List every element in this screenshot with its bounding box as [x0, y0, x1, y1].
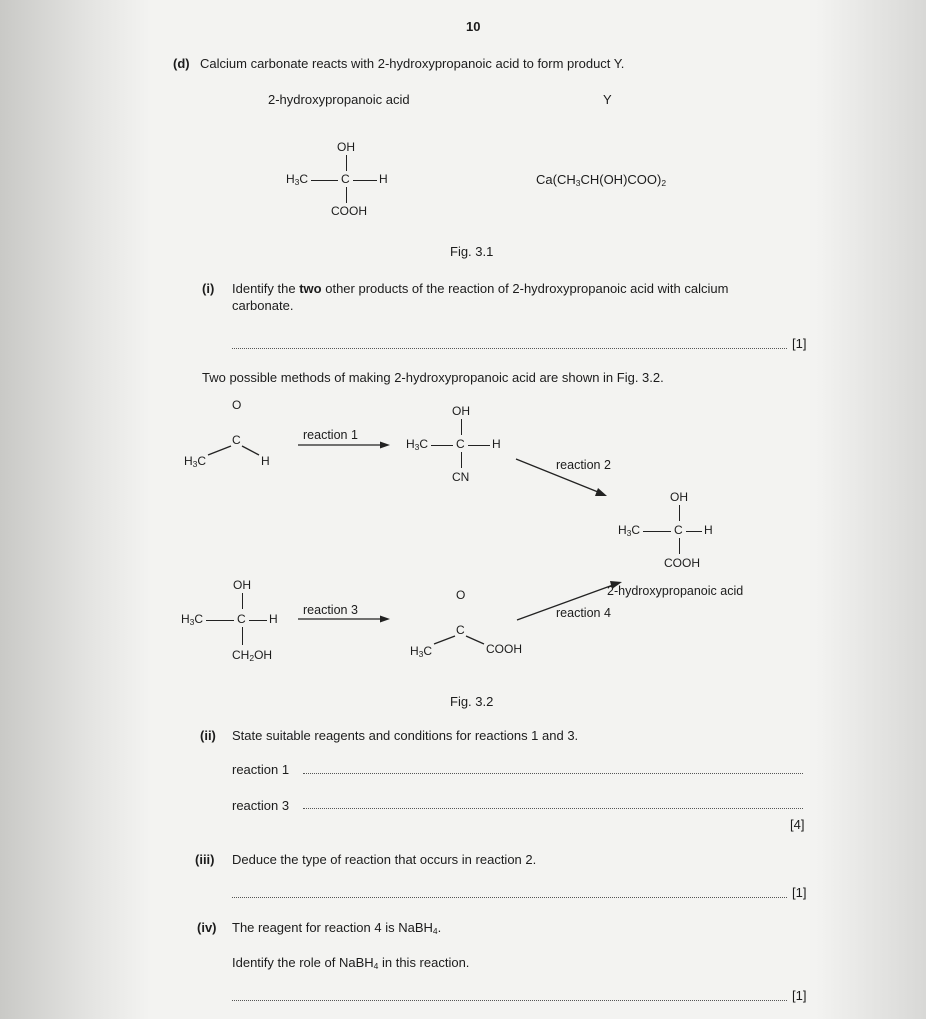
atom-c: C — [232, 433, 241, 447]
y-formula: $Ca(CH_3CH(OH)COO)_2$ — [536, 172, 667, 188]
bond — [249, 620, 267, 621]
bond — [679, 505, 680, 521]
reaction-3-arrow — [298, 614, 390, 624]
bond — [679, 538, 680, 554]
q-ii-marks: [4] — [790, 817, 805, 832]
page-number: 10 — [466, 19, 481, 34]
atom-c: C — [341, 172, 350, 186]
reaction-4-label: reaction 4 — [556, 606, 611, 620]
atom-c: C — [237, 612, 246, 626]
methods-text: Two possible methods of making 2-hydroxypropanoic acid are shown in Fig. 3.2. — [202, 370, 664, 385]
bond — [242, 627, 243, 645]
fig31-lactic-acid-structure — [286, 140, 426, 225]
q-ii-reaction1-label: reaction 1 — [232, 762, 290, 777]
bond — [353, 180, 377, 181]
part-intro: Calcium carbonate reacts with 2-hydroxypropanoic acid to form product Y. — [200, 56, 625, 71]
q-i-label: (i) — [202, 281, 215, 296]
atom-h: H — [269, 612, 278, 626]
atom-oh: OH — [452, 404, 470, 418]
q-ii-label: (ii) — [200, 728, 216, 743]
ethanal-structure — [184, 398, 284, 473]
bond — [461, 419, 462, 435]
fig31-right-heading: Y — [603, 92, 612, 107]
reaction-2-label: reaction 2 — [556, 458, 611, 472]
bond — [468, 445, 490, 446]
atom-cooh: COOH — [664, 556, 700, 570]
atom-cooh: COOH — [486, 642, 522, 656]
q-iii-answer-line[interactable] — [232, 897, 787, 898]
q-i-text: Identify the two other products of the reaction of 2-hydroxypropanoic acid with calcium — [232, 281, 729, 296]
q-iv-text1: The reagent for reaction 4 is NaBH$_4$. — [232, 920, 442, 936]
bond — [346, 155, 347, 171]
bond — [643, 531, 671, 532]
bond — [311, 180, 338, 181]
q-ii-reaction1-answer-line[interactable] — [303, 773, 803, 774]
atom-ch2oh: $CH_2OH$ — [232, 648, 273, 663]
q-iii-text: Deduce the type of reaction that occurs in reaction 2. — [232, 852, 537, 867]
bond — [242, 593, 243, 609]
q-ii-reaction3-label: reaction 3 — [232, 798, 290, 813]
atom-h: H — [704, 523, 713, 537]
reaction-3-label: reaction 3 — [303, 603, 358, 617]
bond — [206, 620, 234, 621]
atom-h3c: $H_3C$ — [618, 523, 641, 538]
atom-cooh: COOH — [331, 204, 367, 218]
q-iii-label: (iii) — [195, 852, 215, 867]
fig31-caption: Fig. 3.1 — [450, 244, 494, 259]
atom-oh: OH — [670, 490, 688, 504]
atom-o: O — [232, 398, 242, 412]
q-iv-answer-line[interactable] — [232, 1000, 787, 1001]
bond — [431, 445, 453, 446]
q-i-answer-line[interactable] — [232, 348, 787, 349]
atom-h3c: $H_3C$ — [406, 437, 429, 452]
atom-oh: OH — [233, 578, 251, 592]
part-label: (d) — [173, 56, 190, 71]
q-iv-text2: Identify the role of NaBH$_4$ in this reaction. — [232, 955, 470, 971]
atom-h3c: $H_3C$ — [286, 172, 309, 187]
atom-c: C — [456, 623, 465, 637]
atom-h3c: $H_3C$ — [410, 644, 433, 659]
reaction-1-label: reaction 1 — [303, 428, 358, 442]
q-ii-reaction3-answer-line[interactable] — [303, 808, 803, 809]
atom-h: H — [492, 437, 501, 451]
atom-h: H — [261, 454, 270, 468]
reaction-1-arrow — [298, 440, 390, 450]
q-iii-marks: [1] — [792, 885, 807, 900]
fig32-lactic-acid-structure — [618, 490, 758, 575]
atom-c: C — [456, 437, 465, 451]
page-shadow-left — [0, 0, 150, 1019]
atom-o: O — [456, 588, 466, 602]
atom-cn: CN — [452, 470, 470, 484]
page-shadow-right — [816, 0, 926, 1019]
q-ii-text: State suitable reagents and conditions for reactions 1 and 3. — [232, 728, 579, 743]
pyruvic-acid-structure — [410, 588, 540, 663]
bond — [461, 452, 462, 468]
q-i-marks: [1] — [792, 336, 807, 351]
fig31-left-heading: 2-hydroxypropanoic acid — [268, 92, 410, 107]
atom-h3c: $H_3C$ — [184, 454, 207, 469]
bond — [686, 531, 702, 532]
fig32-caption: Fig. 3.2 — [450, 694, 494, 709]
atom-c: C — [674, 523, 683, 537]
q-iv-marks: [1] — [792, 988, 807, 1003]
product-name-label: 2-hydroxypropanoic acid — [607, 584, 744, 598]
atom-h: H — [379, 172, 388, 186]
q-i-text-line2: carbonate. — [232, 298, 294, 313]
atom-h3c: $H_3C$ — [181, 612, 204, 627]
q-iv-label: (iv) — [197, 920, 217, 935]
bond — [346, 187, 347, 203]
atom-oh: OH — [337, 140, 355, 154]
